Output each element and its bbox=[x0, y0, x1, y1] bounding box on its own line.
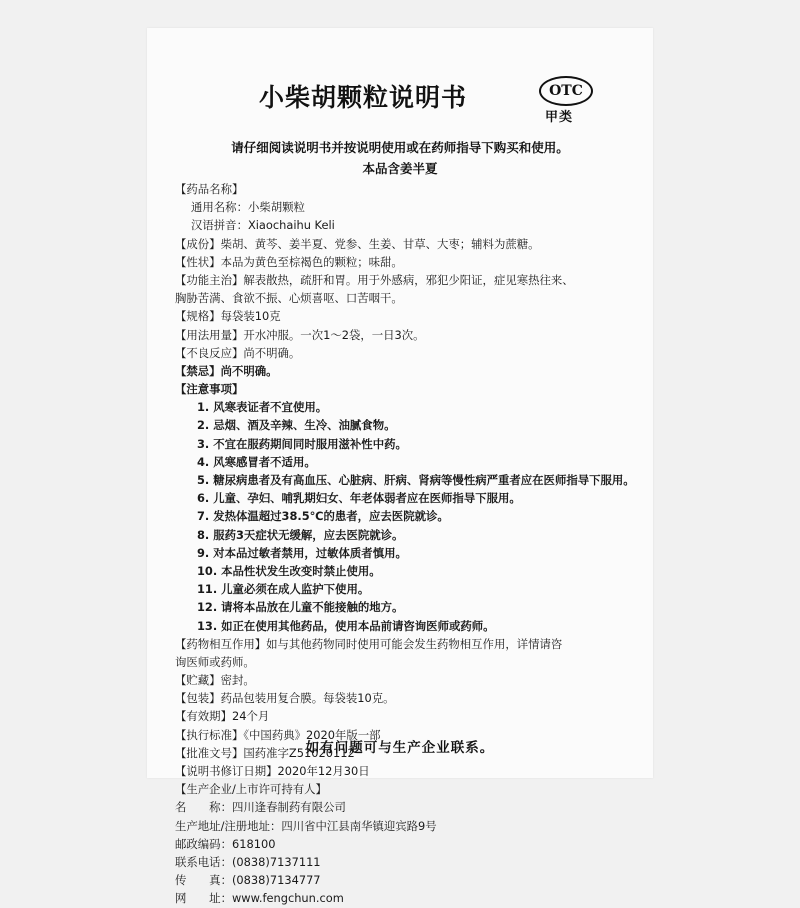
website: 网 址：www.fengchun.com bbox=[175, 891, 344, 906]
dosage: 【用法用量】开水冲服。一次1～2袋，一日3次。 bbox=[175, 327, 425, 342]
precaution-item: 9. 对本品过敏者禁用，过敏体质者慎用。 bbox=[197, 545, 407, 560]
indications-line-1: 【功能主治】解表散热，疏肝和胃。用于外感病，邪犯少阳证，症见寒热往来、 bbox=[175, 272, 574, 287]
manufacturer-heading: 【生产企业/上市许可持有人】 bbox=[175, 782, 327, 797]
contraindications: 【禁忌】尚不明确。 bbox=[175, 363, 278, 378]
precaution-item: 13. 如正在使用其他药品，使用本品前请咨询医师或药师。 bbox=[197, 618, 495, 633]
precautions-heading: 【注意事项】 bbox=[175, 382, 244, 397]
standard: 【执行标准】《中国药典》2020年版一部 bbox=[175, 727, 381, 742]
document-title: 小柴胡颗粒说明书 bbox=[259, 83, 468, 112]
otc-mark: OTC bbox=[539, 76, 593, 106]
postcode: 邮政编码：618100 bbox=[175, 836, 276, 851]
precaution-item: 4. 风寒感冒者不适用。 bbox=[197, 454, 316, 469]
specification: 【规格】每袋装10克 bbox=[175, 309, 281, 324]
otc-badge bbox=[539, 76, 594, 131]
precaution-item: 7. 发热体温超过38.5℃的患者，应去医院就诊。 bbox=[197, 509, 449, 524]
instruction-leaflet bbox=[147, 28, 653, 906]
precaution-item: 10. 本品性状发生改变时禁止使用。 bbox=[197, 563, 381, 578]
approval-number: 【批准文号】国药准字Z51020112 bbox=[175, 745, 355, 760]
revision-date: 【说明书修订日期】2020年12月30日 bbox=[175, 764, 370, 778]
storage: 【贮藏】密封。 bbox=[175, 673, 255, 688]
phone: 联系电话：(0838)7137111 bbox=[175, 854, 321, 869]
precaution-item: 8. 服药3天症状无缓解，应去医院就诊。 bbox=[197, 527, 404, 542]
contact-footer: 如有问题可与生产企业联系。 bbox=[305, 740, 495, 756]
interactions-line-2: 询医师或药师。 bbox=[175, 654, 255, 669]
precaution-item: 12. 请将本品放在儿童不能接触的地方。 bbox=[197, 600, 404, 615]
company-address: 生产地址/注册地址：四川省中江县南华镇迎宾路9号 bbox=[175, 818, 437, 833]
precaution-item: 3. 不宜在服药期间同时服用滋补性中药。 bbox=[197, 436, 407, 451]
generic-name: 通用名称：小柴胡颗粒 bbox=[191, 200, 305, 215]
indications-line-2: 胸胁苦满、食欲不振、心烦喜呕、口苦咽干。 bbox=[175, 291, 403, 306]
fax: 传 真：(0838)7134777 bbox=[175, 873, 321, 888]
header bbox=[147, 68, 653, 128]
precaution-item: 11. 儿童必须在成人监护下使用。 bbox=[197, 582, 370, 597]
leaflet-body bbox=[175, 180, 645, 908]
precaution-item: 1. 风寒表证者不宜使用。 bbox=[197, 400, 328, 415]
precaution-item: 5. 糖尿病患者及有高血压、心脏病、肝病、肾病等慢性病严重者应在医师指导下服用。 bbox=[197, 473, 635, 487]
package: 【包装】药品包装用复合膜。每袋装10克。 bbox=[175, 691, 395, 706]
adverse-reactions: 【不良反应】尚不明确。 bbox=[175, 345, 301, 360]
interactions-line-1: 【药物相互作用】如与其他药物同时使用可能会发生药物相互作用，详情请咨 bbox=[175, 636, 563, 651]
validity: 【有效期】24个月 bbox=[175, 709, 270, 724]
pinyin-name: 汉语拼音：Xiaochaihu Keli bbox=[191, 218, 335, 233]
precaution-item: 2. 忌烟、酒及辛辣、生冷、油腻食物。 bbox=[197, 418, 396, 433]
ingredients: 【成份】柴胡、黄芩、姜半夏、党参、生姜、甘草、大枣；辅料为蔗糖。 bbox=[175, 236, 540, 251]
otc-class-label: 甲类 bbox=[545, 110, 574, 125]
precaution-item: 6. 儿童、孕妇、哺乳期妇女、年老体弱者应在医师指导下服用。 bbox=[197, 491, 521, 506]
ingredient-notice: 本品含姜半夏 bbox=[362, 161, 438, 176]
description: 【性状】本品为黄色至棕褐色的颗粒；味甜。 bbox=[175, 254, 403, 269]
usage-notice: 请仔细阅读说明书并按说明使用或在药师指导下购买和使用。 bbox=[231, 140, 569, 155]
drug-name-heading: 【药品名称】 bbox=[175, 182, 244, 196]
company-name: 名 称：四川逢春制药有限公司 bbox=[175, 800, 346, 815]
